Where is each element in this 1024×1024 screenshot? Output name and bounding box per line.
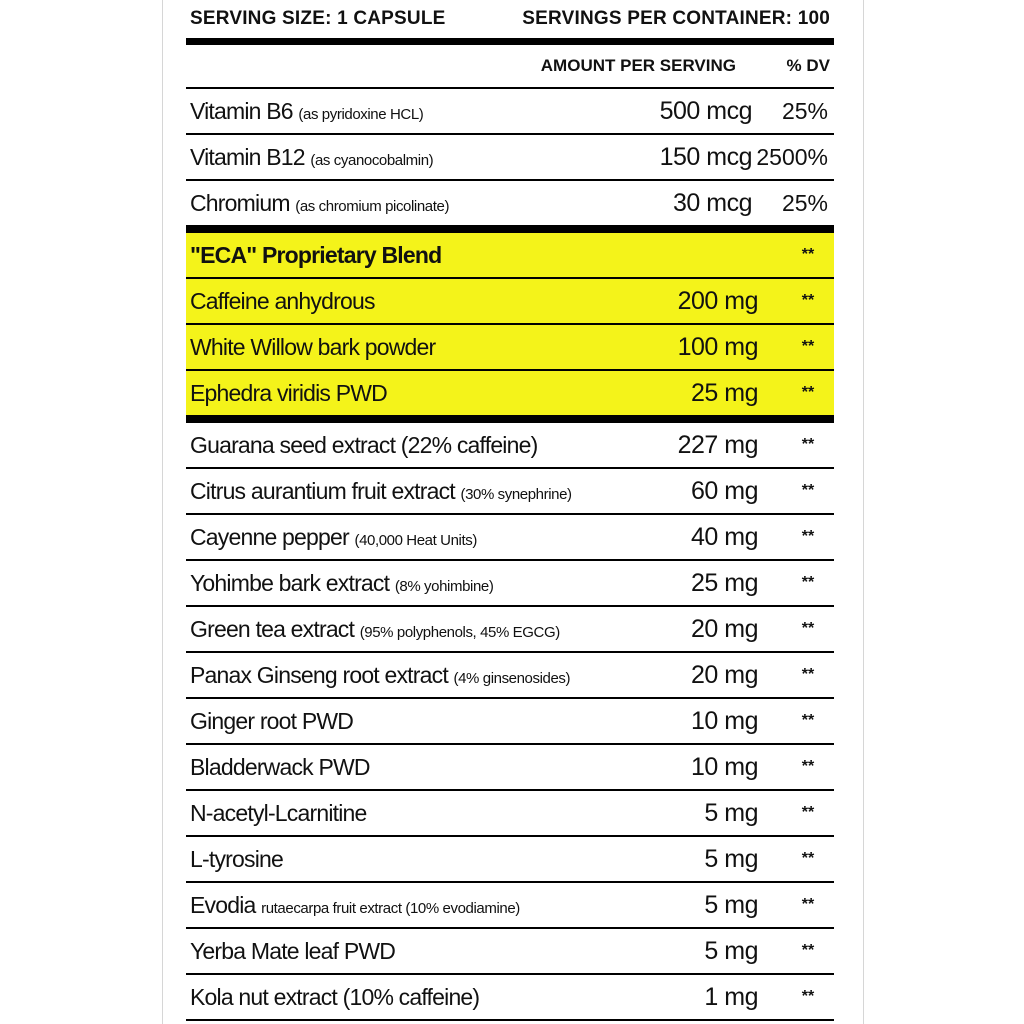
ingredient-amount: 20 mg bbox=[691, 614, 758, 643]
column-header bbox=[186, 45, 834, 89]
ingredient-amount: 25 mg bbox=[691, 378, 758, 407]
ingredient-row bbox=[186, 561, 834, 607]
ingredient-dv: ** bbox=[801, 384, 815, 401]
ingredient-row bbox=[186, 791, 834, 837]
ingredient-amount: 5 mg bbox=[704, 798, 758, 827]
ingredient-name: Evodia bbox=[190, 891, 256, 918]
ingredient-row bbox=[186, 653, 834, 699]
ingredient-amount: 30 mcg bbox=[673, 188, 752, 217]
ingredient-note: (8% yohimbine) bbox=[394, 577, 494, 595]
ingredient-dv: ** bbox=[801, 482, 815, 499]
ingredient-row bbox=[186, 135, 834, 181]
ingredient-amount: 5 mg bbox=[704, 890, 758, 919]
ingredient-name: Ginger root PWD bbox=[190, 707, 354, 734]
ingredient-name: Kola nut extract (10% caffeine) bbox=[190, 983, 480, 1010]
ingredient-note: rutaecarpa fruit extract (10% evodiamine) bbox=[261, 899, 520, 917]
ingredient-amount: 10 mg bbox=[691, 706, 758, 735]
ingredient-row bbox=[186, 89, 834, 135]
ingredient-amount: 10 mg bbox=[691, 752, 758, 781]
ingredient-note: (30% synephrine) bbox=[460, 485, 572, 503]
dv-header: % DV bbox=[786, 56, 830, 75]
ingredient-name: Caffeine anhydrous bbox=[190, 287, 375, 314]
ingredient-dv: ** bbox=[801, 620, 815, 637]
ingredient-note: (4% ginsenosides) bbox=[453, 669, 571, 687]
ingredient-name: N-acetyl-Lcarnitine bbox=[190, 799, 367, 826]
ingredient-dv: ** bbox=[801, 528, 815, 545]
ingredient-note: (as chromium picolinate) bbox=[295, 197, 450, 215]
ingredient-note: (as pyridoxine HCL) bbox=[298, 105, 424, 123]
ingredient-name: Panax Ginseng root extract bbox=[190, 661, 448, 688]
ingredient-note: (40,000 Heat Units) bbox=[354, 531, 477, 549]
ingredient-dv: ** bbox=[801, 292, 815, 309]
ingredient-row bbox=[186, 699, 834, 745]
ingredient-name: Bladderwack PWD bbox=[190, 753, 370, 780]
vitamin-rows bbox=[186, 89, 834, 227]
ingredient-name: Vitamin B6 bbox=[190, 97, 293, 124]
ingredient-name: Citrus aurantium fruit extract bbox=[190, 477, 455, 504]
ingredient-name: Chromium bbox=[190, 189, 290, 216]
ingredient-name: L-tyrosine bbox=[190, 845, 283, 872]
ingredient-dv: ** bbox=[801, 436, 815, 453]
ingredient-dv: ** bbox=[801, 712, 815, 729]
ingredient-row bbox=[186, 607, 834, 653]
ingredient-dv: 25% bbox=[781, 97, 828, 124]
ingredient-dv: ** bbox=[801, 666, 815, 683]
ingredient-row bbox=[186, 423, 834, 469]
ingredient-amount: 25 mg bbox=[691, 568, 758, 597]
ingredient-amount: 5 mg bbox=[704, 844, 758, 873]
ingredient-row bbox=[186, 469, 834, 515]
ingredient-dv: ** bbox=[801, 574, 815, 591]
ingredient-name: Cayenne pepper bbox=[190, 523, 349, 550]
ingredient-amount: 150 mcg bbox=[659, 142, 752, 171]
ingredient-note: (as cyanocobalmin) bbox=[310, 151, 434, 169]
ingredient-name: White Willow bark powder bbox=[190, 333, 436, 360]
ingredient-row bbox=[186, 837, 834, 883]
ingredient-dv: ** bbox=[801, 988, 815, 1005]
ingredient-name: Green tea extract bbox=[190, 615, 355, 642]
servings-per-container: SERVINGS PER CONTAINER: 100 bbox=[522, 8, 830, 29]
ingredient-row bbox=[186, 515, 834, 561]
ingredient-row bbox=[186, 279, 834, 325]
ingredient-amount: 5 mg bbox=[704, 936, 758, 965]
divider-thick bbox=[186, 38, 834, 45]
ingredient-row bbox=[186, 745, 834, 791]
ingredient-amount: 20 mg bbox=[691, 660, 758, 689]
ingredient-dv: ** bbox=[801, 942, 815, 959]
ingredient-amount: 40 mg bbox=[691, 522, 758, 551]
ingredient-dv: ** bbox=[801, 850, 815, 867]
serving-info bbox=[186, 0, 834, 38]
ingredient-dv: ** bbox=[801, 758, 815, 775]
ingredient-dv: 2500% bbox=[756, 143, 828, 170]
ingredient-dv: ** bbox=[801, 338, 815, 355]
ingredient-amount: 1 mg bbox=[704, 982, 758, 1011]
ingredient-amount: 200 mg bbox=[677, 286, 758, 315]
ingredient-note: (95% polyphenols, 45% EGCG) bbox=[359, 623, 560, 641]
blend-rows bbox=[186, 279, 834, 417]
ingredient-dv: 25% bbox=[781, 189, 828, 216]
ingredient-row bbox=[186, 929, 834, 975]
ingredient-rows bbox=[186, 423, 834, 1021]
supplement-facts-label bbox=[186, 0, 834, 1021]
serving-size: SERVING SIZE: 1 CAPSULE bbox=[190, 8, 446, 29]
ingredient-row bbox=[186, 181, 834, 227]
ingredient-row bbox=[186, 975, 834, 1021]
ingredient-name: Guarana seed extract (22% caffeine) bbox=[190, 431, 538, 458]
blend-title: "ECA" Proprietary Blend bbox=[190, 241, 442, 268]
ingredient-name: Ephedra viridis PWD bbox=[190, 379, 387, 406]
ingredient-amount: 100 mg bbox=[677, 332, 758, 361]
ingredient-row bbox=[186, 325, 834, 371]
blend-title-row bbox=[186, 233, 834, 279]
ingredient-row bbox=[186, 883, 834, 929]
ingredient-amount: 500 mcg bbox=[659, 96, 752, 125]
ingredient-name: Yerba Mate leaf PWD bbox=[190, 937, 396, 964]
ingredient-dv: ** bbox=[801, 896, 815, 913]
amount-per-serving-header: AMOUNT PER SERVING bbox=[540, 56, 736, 75]
ingredient-name: Vitamin B12 bbox=[190, 143, 305, 170]
ingredient-name: Yohimbe bark extract bbox=[190, 569, 390, 596]
blend-title-dv: ** bbox=[801, 246, 815, 263]
ingredient-amount: 227 mg bbox=[677, 430, 758, 459]
ingredient-amount: 60 mg bbox=[691, 476, 758, 505]
ingredient-row bbox=[186, 371, 834, 417]
ingredient-dv: ** bbox=[801, 804, 815, 821]
